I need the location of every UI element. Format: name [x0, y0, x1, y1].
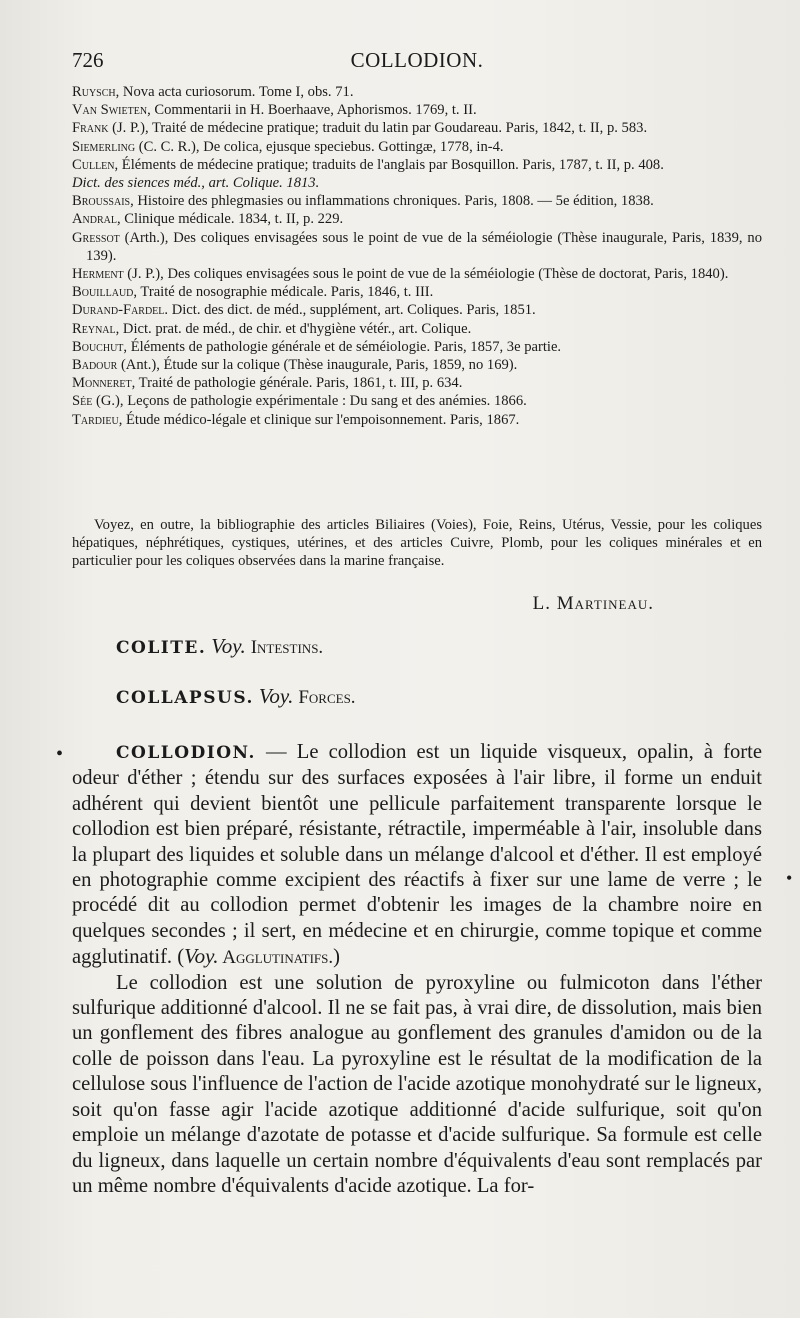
cross-reference: Intestins. — [250, 637, 324, 658]
bibliography-entry: Bouillaud, Traité de nosographie médicale. Paris, 1846, t. III. — [72, 284, 434, 301]
bibliography-entry: Cullen, Éléments de médecine pratique; traduits de l'anglais par Bosquillon. Paris, 1787, t. II, p. 408. — [72, 156, 664, 173]
author-signature: L. Martineau. — [532, 593, 654, 614]
running-title: COLLODION. — [350, 48, 484, 72]
bibliography-entry: Sée (G.), Leçons de pathologie expérimentale : Du sang et des anémies. 1866. — [72, 393, 527, 410]
bibliography-entry: Van Swieten, Commentarii in H. Boerhaave, Aphorismos. 1769, t. II. — [72, 102, 477, 119]
cross-reference: Agglutinatifs. — [218, 947, 334, 969]
entry-collapsus — [116, 684, 356, 709]
voy-label: Voy. — [184, 944, 219, 969]
article-collodion — [72, 740, 762, 1199]
bibliography-entry: Tardieu, Étude médico-légale et clinique sur l'empoisonnement. Paris, 1867. — [72, 411, 520, 428]
bibliography-entry: Bouchut, Éléments de pathologie générale et de séméiologie. Paris, 1857, 3e partie. — [72, 338, 562, 355]
bibliography-entry: Gressot (Arth.), Des coliques envisagées sous le point de vue de la séméiologie (Thèse inaugurale, Paris, 1839, no 139). — [72, 229, 762, 264]
voy-label: Voy. — [211, 634, 246, 658]
bibliography-entry: Andral, Clinique médicale. 1834, t. II, p. 229. — [72, 211, 344, 228]
headword: COLLAPSUS. — [116, 688, 254, 708]
bibliography-entry: Siemerling (C. C. R.), De colica, ejusque speciebus. Gottingæ, 1778, in-4. — [72, 138, 504, 155]
bibliography-entry: Ruysch, Nova acta curiosorum. Tome I, obs. 71. — [72, 84, 354, 100]
article-paragraph: Le collodion est une solution de pyroxyline ou fulmicoton dans l'éther sulfurique additionné d'alcool. Il ne se fait pas, à vrai dire, de dissolution, mais bien un gonflement des fibres analogue au gonflement des granules d'amidon ou de la colle de poisson dans l'eau. La pyroxyline est le résultat de la modification de la cellulose sous l'influence de l'action de l'acide azotique monohydraté sur le ligneux, soit qu'on fasse agir l'acide azotique additionné d'acide sulfurique, soit qu'on emploie un mélange d'azotate de potasse et d'acide sulfurique. Sa formule est celle du ligneux, dans laquelle un certain nombre d'équivalents d'eau sont remplacés par un même nombre d'équivalents d'acide azotique. La for- — [72, 971, 762, 1197]
voy-label: Voy. — [258, 684, 294, 708]
bibliography-entry: Frank (J. P.), Traité de médecine pratique; traduit du latin par Goudareau. Paris, 1842, t. II, p. 583. — [72, 120, 648, 137]
see-also-paragraph: Voyez, en outre, la bibliographie des articles Biliaires (Voies), Foie, Reins, Utérus, Vessie, pour les coliques hépatiques, néphrétiques, cystiques, utérines, et des articles Cuivre, Plomb, pour les coliques minérales et en particulier pour les coliques observées dans la marine française. — [72, 517, 762, 570]
margin-mark: • — [786, 868, 793, 888]
entry-colite — [116, 634, 323, 659]
bibliography-entry: Durand-Fardel. Dict. des dict. de méd., supplément, art. Coliques. Paris, 1851. — [72, 302, 536, 319]
bibliography-entry: Dict. des siences méd., art. Colique. 1813. — [72, 175, 320, 192]
bibliography-entry: Herment (J. P.), Des coliques envisagées sous le point de vue de la séméiologie (Thèse de doctorat, Paris, 1840). — [72, 266, 729, 283]
article-headword: COLLODION. — [116, 743, 256, 763]
bibliography-entry: Reynal, Dict. prat. de méd., de chir. et d'hygiène vétér., art. Colique. — [72, 320, 472, 337]
page-number: 726 — [72, 48, 104, 72]
bibliography — [72, 83, 762, 429]
bibliography-entry: Broussais, Histoire des phlegmasies ou inflammations chroniques. Paris, 1808. — 5e édition, 1838. — [72, 193, 654, 210]
page-header — [72, 48, 762, 78]
cross-reference: Forces. — [298, 687, 356, 708]
bibliography-entry: Monneret, Traité de pathologie générale. Paris, 1861, t. III, p. 634. — [72, 375, 463, 392]
headword: COLITE. — [116, 638, 207, 658]
bibliography-entry: Badour (Ant.), Étude sur la colique (Thèse inaugurale, Paris, 1859, no 169). — [72, 357, 518, 374]
margin-bullet: • — [56, 743, 64, 765]
article-paragraph: COLLODION. — Le collodion est un liquide visqueux, opalin, à forte odeur d'éther ; étendu sur des surfaces exposées à l'air libre, il forme un enduit adhérent qui devient bientôt une pellicule parfaitement transparente lorsque le collodion est bien préparé, résistante, rétractile, imperméable à l'air, insoluble dans la plupart des liquides et soluble dans un mélange d'alcool et d'éther. Il est employé en photographie comme excipient des réactifs à fixer sur une lame de verre ; le procédé dit au collodion permet d'obtenir les images de la chambre noire en quelques secondes ; il sert, en médecine et en chirurgie, comme topique et comme agglutinatif. (Voy. Agglutinatifs.) — [72, 741, 762, 969]
